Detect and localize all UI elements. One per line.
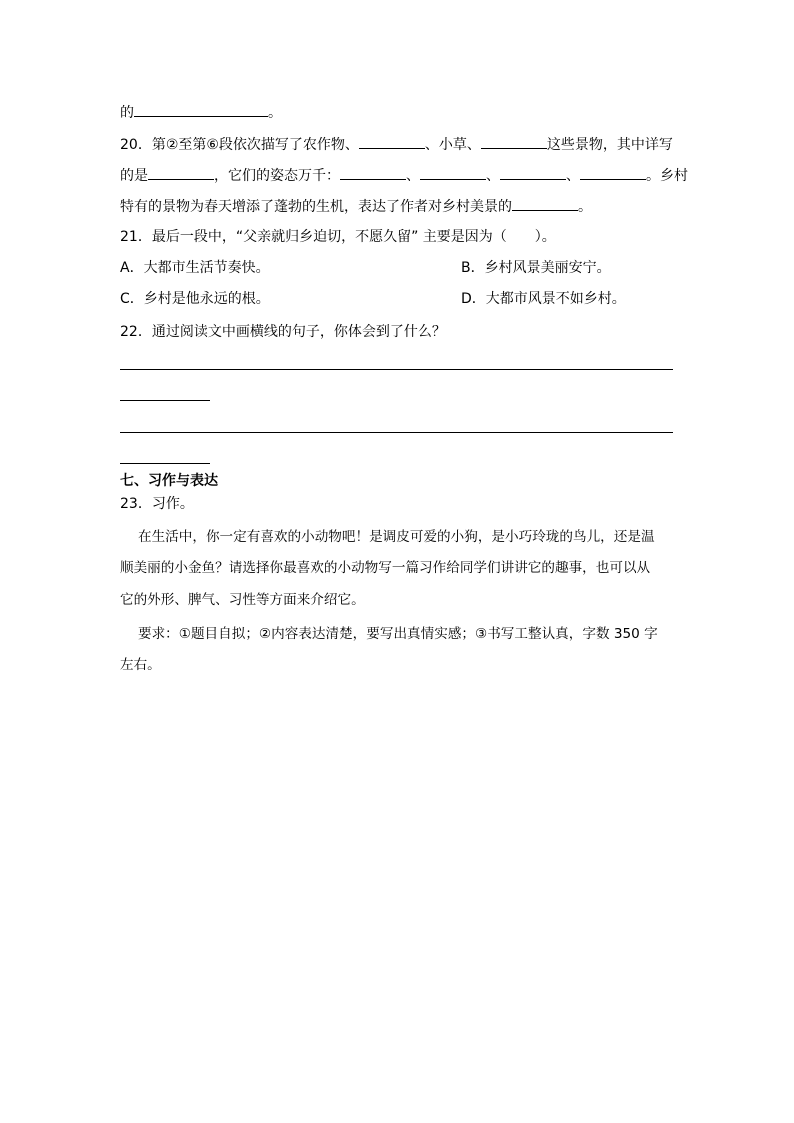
q20-separator: 、 (566, 168, 580, 184)
q20-separator: 、 (406, 168, 420, 184)
q22-answer-line-3[interactable] (120, 432, 673, 433)
q20-blank-5[interactable] (420, 165, 486, 180)
q23-prompt-line-2: 顺美丽的小金鱼？请选择你最喜欢的小动物写一篇习作给同学们讲讲它的趣事，也可以从 (120, 560, 651, 576)
q20-text: 。乡村 (646, 168, 688, 184)
q20-text: 的是 (120, 168, 148, 184)
q21-stem: 21．最后一段中，“父亲就归乡迫切，不愿久留” 主要是因为（ ）。 (120, 229, 556, 245)
q20-text: 特有的景物为春天增添了蓬勃的生机，表达了作者对乡村美景的 (120, 199, 512, 215)
q23-prompt-line-3: 它的外形、脾气、习性等方面来介绍它。 (120, 592, 365, 608)
q21-option-a[interactable]: A．大都市生活节奏快。 (120, 260, 270, 276)
q20-blank-3[interactable] (148, 165, 214, 180)
q22-answer-line-1[interactable] (120, 369, 673, 370)
q20-text: 。 (578, 199, 592, 215)
q21-option-b[interactable]: B．乡村风景美丽安宁。 (461, 260, 611, 276)
q20-blank-7[interactable] (580, 165, 646, 180)
q20-blank-2[interactable] (481, 134, 547, 149)
q20-blank-1[interactable] (359, 134, 425, 149)
q22-stem: 22．通过阅读文中画横线的句子，你体会到了什么？ (120, 324, 446, 340)
q20-separator: 、 (486, 168, 500, 184)
q20-text: 、小草、 (424, 137, 481, 153)
q23-requirements-line-1: 要求：①题目自拟；②内容表达清楚，要写出真情实感；③书写工整认真，字数 350 字 (138, 626, 658, 642)
q20-blank-8[interactable] (512, 196, 578, 211)
q22-answer-line-2[interactable] (120, 400, 210, 401)
q19-answer-line (120, 102, 282, 122)
q20-text: 这些景物，其中详写 (546, 137, 673, 153)
q19-prefix: 的 (120, 105, 134, 121)
q20-blank-6[interactable] (500, 165, 566, 180)
q23-requirements-line-2: 左右。 (120, 657, 161, 673)
q21-option-c[interactable]: C．乡村是他永远的根。 (120, 291, 270, 307)
q20-text: 20．第②至第⑥段依次描写了农作物、 (120, 137, 359, 153)
q22-answer-line-4[interactable] (120, 463, 210, 464)
q23-stem: 23．习作。 (120, 496, 194, 512)
q20-blank-4[interactable] (340, 165, 406, 180)
q20-text: ，它们的姿态万千： (214, 168, 340, 184)
q20-line-2 (120, 165, 688, 185)
q20-line-3 (120, 196, 592, 216)
q19-blank[interactable] (134, 102, 268, 117)
q23-prompt-line-1: 在生活中，你一定有喜欢的小动物吧！是调皮可爱的小狗，是小巧玲珑的鸟儿，还是温 (138, 529, 655, 545)
q21-option-d[interactable]: D．大都市风景不如乡村。 (461, 291, 626, 307)
section-7-title: 七、习作与表达 (120, 473, 218, 489)
q19-suffix: 。 (268, 105, 282, 121)
q20-line-1 (120, 134, 673, 154)
